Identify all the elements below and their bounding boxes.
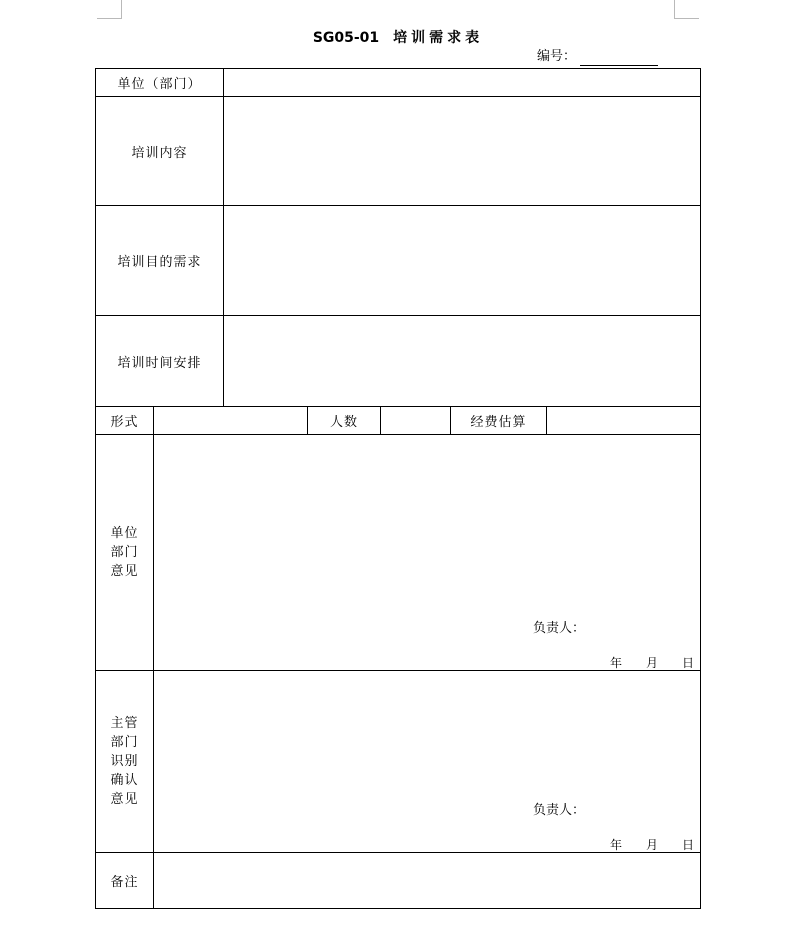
form-name: 培训需求表 (393, 30, 484, 46)
unit-date (610, 654, 700, 670)
budget-field[interactable] (546, 406, 701, 435)
training-needs-form (95, 68, 701, 909)
page-corner-mark-right (674, 0, 699, 19)
remarks-field[interactable] (153, 852, 701, 909)
purpose-label: 培训目的需求 (95, 205, 224, 316)
people-field[interactable] (380, 406, 451, 435)
remarks-label: 备注 (95, 852, 154, 909)
mgr-opinion-label-line: 确认 (110, 773, 139, 788)
unit-field[interactable] (223, 68, 701, 97)
mgr-opinion-label-line: 主管 (110, 716, 139, 731)
document-title (0, 27, 796, 47)
mgr-opinion-field[interactable] (153, 670, 701, 853)
people-label: 人数 (307, 406, 381, 435)
serial-number-field[interactable] (580, 51, 658, 66)
schedule-field[interactable] (223, 315, 701, 407)
mgr-opinion-label (95, 670, 154, 853)
unit-responsible-label: 负责人： (533, 621, 586, 636)
unit-opinion-label-line: 单位 (110, 526, 139, 541)
mgr-responsible-label: 负责人： (533, 803, 586, 818)
budget-label: 经费估算 (450, 406, 547, 435)
schedule-label: 培训时间安排 (95, 315, 224, 407)
content-label: 培训内容 (95, 96, 224, 206)
form-code: SG05-01 (312, 30, 380, 46)
unit-label: 单位（部门） (95, 68, 224, 97)
mgr-opinion-label-line: 意见 (110, 792, 139, 807)
serial-number (537, 48, 658, 66)
unit-opinion-label-line: 意见 (110, 564, 139, 579)
month-label: 月 (646, 656, 659, 670)
year-label: 年 (610, 656, 623, 670)
mgr-date (610, 836, 700, 852)
month-label: 月 (646, 838, 659, 852)
year-label: 年 (610, 838, 623, 852)
day-label: 日 (682, 656, 695, 670)
unit-opinion-label (95, 434, 154, 671)
content-field[interactable] (223, 96, 701, 206)
purpose-field[interactable] (223, 205, 701, 316)
mgr-opinion-label-line: 识别 (110, 754, 139, 769)
unit-opinion-field[interactable] (153, 434, 701, 671)
day-label: 日 (682, 838, 695, 852)
unit-opinion-label-line: 部门 (110, 545, 139, 560)
page-corner-mark-left (97, 0, 122, 19)
form-type-field[interactable] (153, 406, 308, 435)
mgr-opinion-label-line: 部门 (110, 735, 139, 750)
serial-label: 编号： (537, 49, 577, 64)
form-type-label: 形式 (95, 406, 154, 435)
